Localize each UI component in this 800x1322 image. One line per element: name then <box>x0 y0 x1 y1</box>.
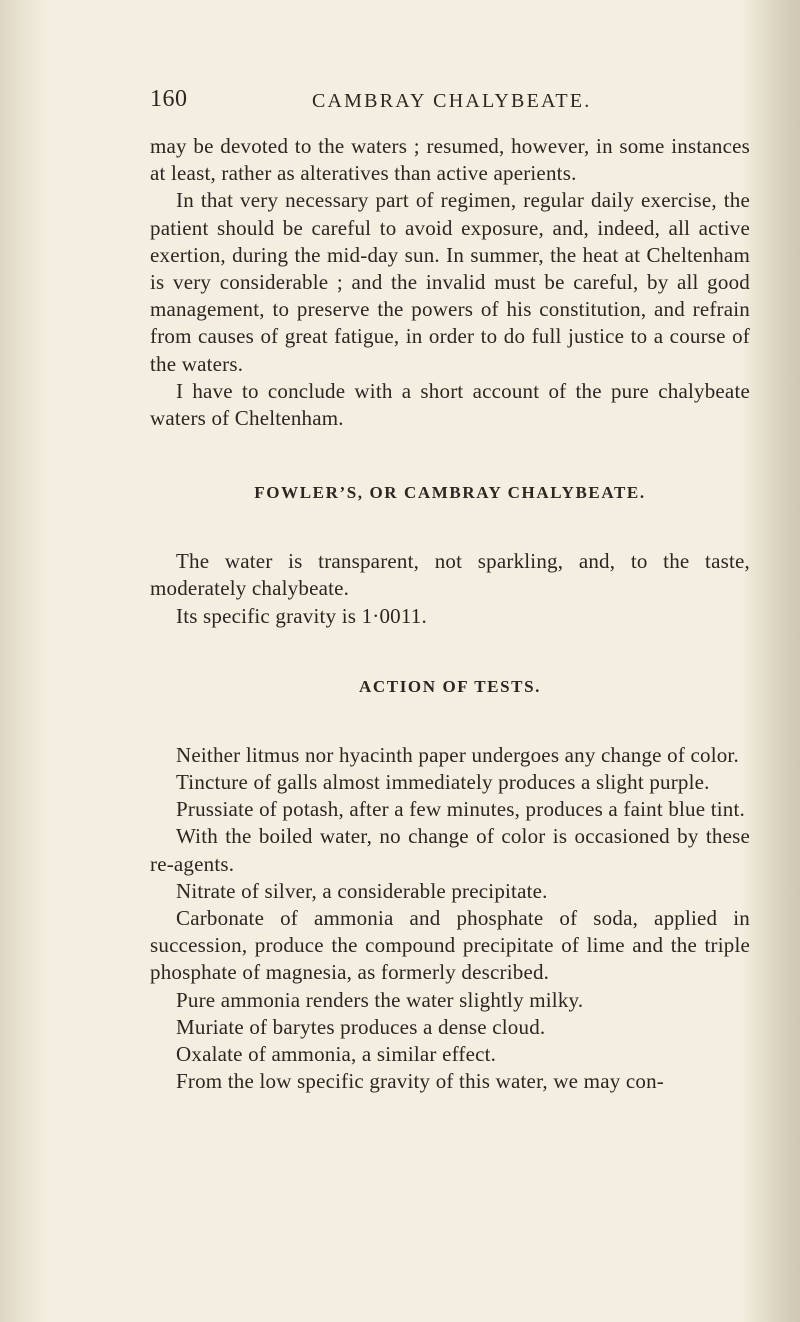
paragraph: From the low specific gravity of this water, we may con- <box>176 1069 664 1094</box>
section-heading-fowler: FOWLER’S, OR CAMBRAY CHALYBEATE. <box>254 483 646 503</box>
paragraph: Prussiate of potash, after a few minutes, produces a faint blue tint. <box>176 797 745 822</box>
page-body <box>150 133 750 1095</box>
paragraph: The water is transparent, not sparkling, and, to the taste, moderately chalybeate. <box>150 549 750 601</box>
paragraph: I have to conclude with a short account of the pure chalybeate waters of Cheltenham. <box>150 378 750 431</box>
paragraph: Carbonate of ammonia and phosphate of soda, applied in succession, produce the compound precipitate of lime and the triple phosphate of magnesia, as formerly described. <box>150 906 750 985</box>
paragraph: Neither litmus nor hyacinth paper undergoes any change of color. <box>176 742 739 767</box>
paragraph: may be devoted to the waters ; resumed, however, in some instances at least, rather as alteratives than active aperients. <box>150 134 750 186</box>
page-edge-right <box>742 0 800 1322</box>
paragraph: Oxalate of ammonia, a similar effect. <box>176 1042 497 1067</box>
paragraph: In that very necessary part of regimen, regular daily exercise, the patient should be careful to avoid exposure, and, indeed, all active exertion, during the mid-day sun. In summer, the heat at Cheltenham is very considerable ; and the invalid must be careful, by all good management, to preserve the powers of his constitution, and refrain from causes of great fatigue, in order to do full justice to a course of the waters. <box>150 188 750 376</box>
page-number: 160 <box>150 86 188 112</box>
paragraph: Tincture of galls almost immediately produces a slight purple. <box>176 770 710 795</box>
page-edge-left <box>0 0 46 1322</box>
section-heading-tests: ACTION OF TESTS. <box>359 676 541 696</box>
running-head: CAMBRAY CHALYBEATE. <box>312 90 592 112</box>
paragraph: With the boiled water, no change of color is occasioned by these re-agents. <box>150 824 750 876</box>
paragraph: Muriate of barytes produces a dense cloud. <box>176 1014 546 1039</box>
paragraph: Its specific gravity is 1·0011. <box>176 603 427 628</box>
paragraph: Nitrate of silver, a considerable precipitate. <box>176 878 548 903</box>
paragraph: Pure ammonia renders the water slightly milky. <box>176 987 584 1012</box>
